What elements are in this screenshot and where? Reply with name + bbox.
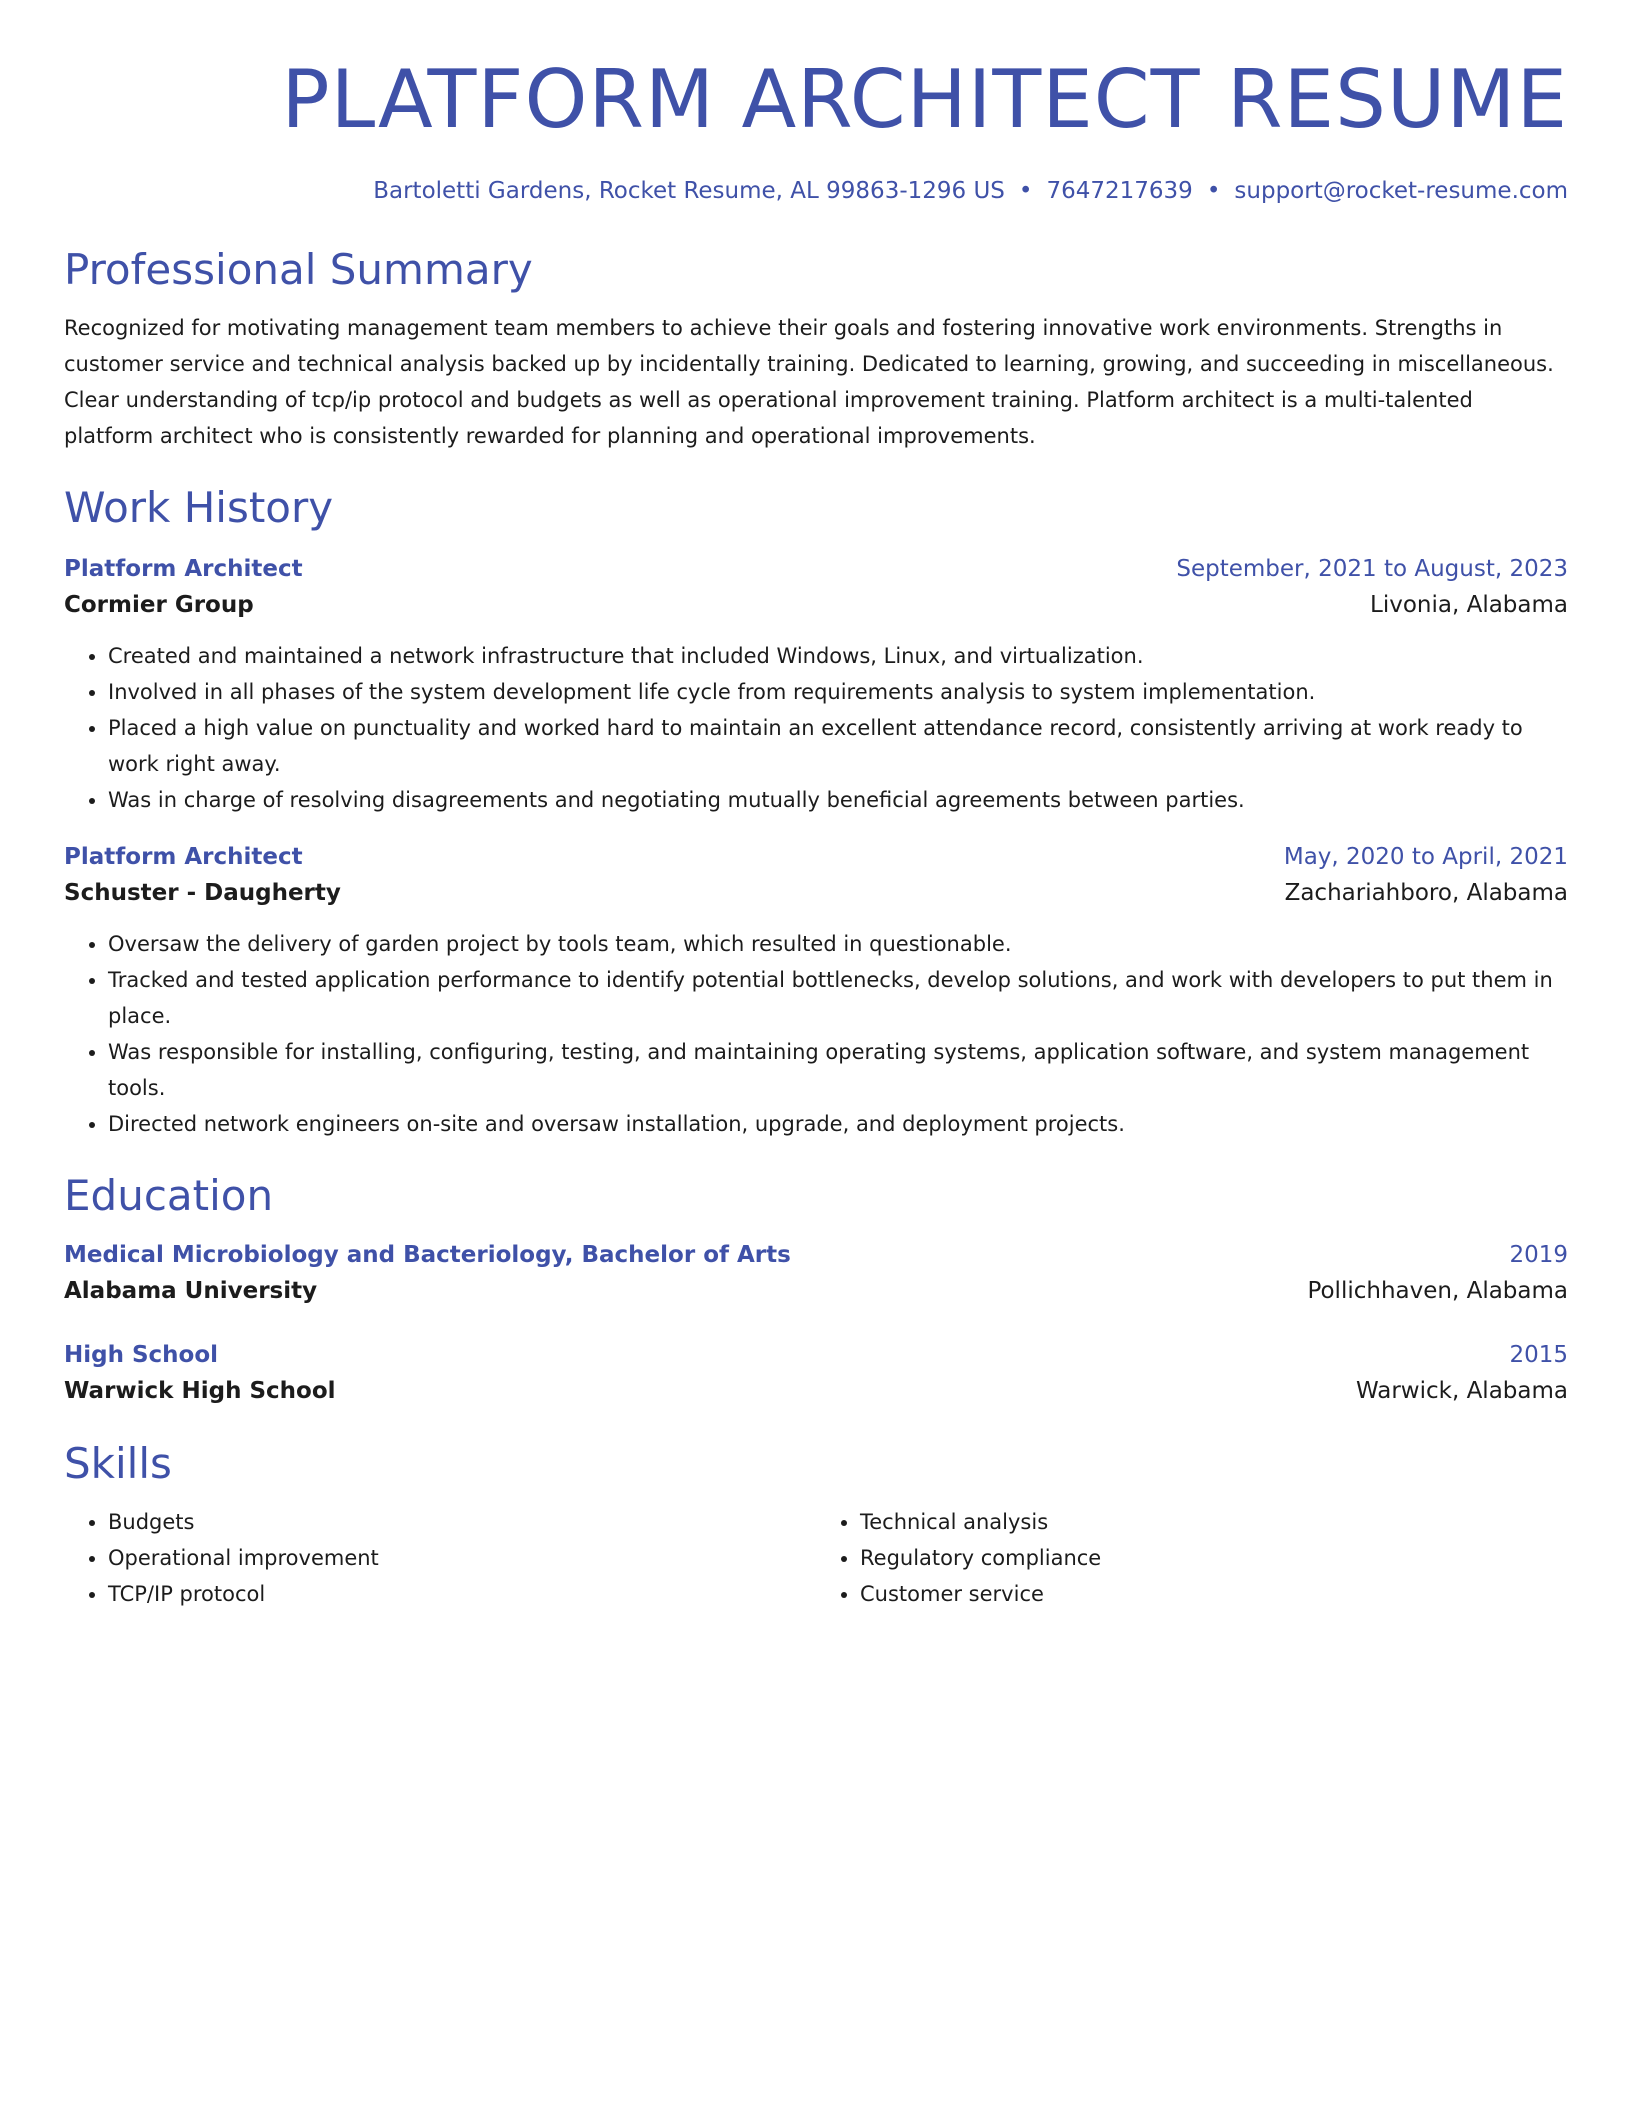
contact-address: Bartoletti Gardens, Rocket Resume, AL 99863-1296 US — [373, 178, 1005, 204]
education-location: Warwick, Alabama — [1355, 1378, 1568, 1404]
work-history-heading: Work History — [64, 483, 334, 532]
contact-line — [64, 176, 1568, 206]
skills-list — [64, 1504, 1568, 1612]
job-bullets — [64, 926, 1568, 1142]
education-heading: Education — [64, 1171, 274, 1220]
job-location: Livonia, Alabama — [1370, 592, 1568, 618]
skills-column-left — [64, 1504, 816, 1612]
skill-item: • Regulatory compliance — [860, 1540, 1568, 1576]
contact-email: support@rocket-resume.com — [1234, 178, 1568, 204]
job-location: Zachariahboro, Alabama — [1284, 880, 1568, 906]
skills-heading: Skills — [64, 1439, 172, 1488]
skill-item: • Customer service — [860, 1576, 1568, 1612]
education-year: 2019 — [1509, 1242, 1568, 1268]
job-dates: September, 2021 to August, 2023 — [1176, 556, 1568, 582]
education-location: Pollichhaven, Alabama — [1307, 1278, 1568, 1304]
contact-separator: • — [1206, 178, 1221, 204]
resume-title: PLATFORM ARCHITECT RESUME — [281, 53, 1568, 146]
job-bullet: • Oversaw the delivery of garden project by tools team, which resulted in questionable. — [108, 926, 1568, 962]
contact-separator: • — [1018, 178, 1033, 204]
skill-item: • Operational improvement — [108, 1540, 816, 1576]
education-school: Warwick High School — [64, 1378, 336, 1404]
skill-item: • TCP/IP protocol — [108, 1576, 816, 1612]
contact-phone: 7647217639 — [1046, 178, 1193, 204]
job-title: Platform Architect — [64, 556, 303, 582]
education-entry — [64, 1338, 1568, 1410]
job-entry — [64, 552, 1568, 818]
job-company: Schuster - Daugherty — [64, 880, 341, 906]
job-bullets — [64, 638, 1568, 818]
job-bullet: • Created and maintained a network infrastructure that included Windows, Linux, and virtualization. — [108, 638, 1568, 674]
job-bullet: • Was responsible for installing, configuring, testing, and maintaining operating systems, application software, and system management tools. — [108, 1034, 1568, 1106]
skills-column-right — [816, 1504, 1568, 1612]
summary-heading: Professional Summary — [64, 245, 533, 294]
job-company: Cormier Group — [64, 592, 254, 618]
job-bullet: • Directed network engineers on-site and oversaw installation, upgrade, and deployment projects. — [108, 1106, 1568, 1142]
job-title: Platform Architect — [64, 844, 303, 870]
summary-text: Recognized for motivating management team members to achieve their goals and fostering innovative work environments. Strengths in customer service and technical analysis backed up by incidentally training. Dedicated to learning, growing, and succeeding in miscellaneous. Clear understanding of tcp/ip protocol and budgets as well as operational improvement training. Platform architect is a multi-talented platform architect who is consistently rewarded for planning and operational improvements. — [64, 316, 1554, 448]
job-dates: May, 2020 to April, 2021 — [1283, 844, 1568, 870]
education-school: Alabama University — [64, 1278, 318, 1304]
education-degree: Medical Microbiology and Bacteriology, Bachelor of Arts — [64, 1242, 791, 1268]
skill-item: • Technical analysis — [860, 1504, 1568, 1540]
job-bullet: • Placed a high value on punctuality and worked hard to maintain an excellent attendance record, consistently arriving at work ready to work right away. — [108, 710, 1568, 782]
job-entry — [64, 840, 1568, 1142]
education-year: 2015 — [1509, 1342, 1568, 1368]
job-bullet: • Tracked and tested application performance to identify potential bottlenecks, develop solutions, and work with developers to put them in place. — [108, 962, 1568, 1034]
job-bullet: • Was in charge of resolving disagreements and negotiating mutually beneficial agreements between parties. — [108, 782, 1568, 818]
skill-item: • Budgets — [108, 1504, 816, 1540]
job-bullet: • Involved in all phases of the system development life cycle from requirements analysis to system implementation. — [108, 674, 1568, 710]
education-degree: High School — [64, 1342, 219, 1368]
education-entry — [64, 1238, 1568, 1310]
